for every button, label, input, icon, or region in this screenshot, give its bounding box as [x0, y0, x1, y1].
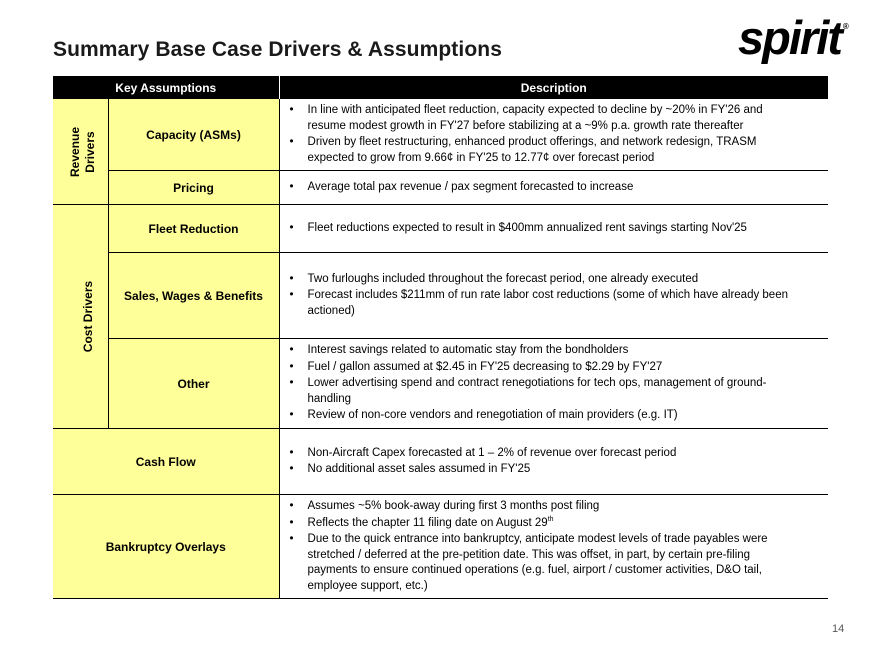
table-row-pricing	[53, 171, 828, 205]
bullet-item: • Non-Aircraft Capex forecasted at 1 – 2% of revenue over forecast period	[288, 446, 795, 462]
desc-pricing	[279, 171, 828, 205]
bullet-item: • In line with anticipated fleet reduction, capacity expected to decline by ~20% in FY'26 and resume modest growth in FY'27 before stabilizing at a ~9% p.a. growth rate thereafter	[288, 103, 795, 134]
page-title: Summary Base Case Drivers & Assumptions	[53, 38, 502, 61]
bullet-list	[288, 499, 795, 594]
logo-text: spirit	[738, 11, 841, 64]
table-row-bankruptcy	[53, 495, 828, 599]
bullet-item: • Fleet reductions expected to result in $400mm annualized rent savings starting Nov'25	[288, 221, 795, 237]
key-bankruptcy-overlays: Bankruptcy Overlays	[53, 495, 279, 599]
key-pricing: Pricing	[108, 171, 279, 205]
key-other: Other	[108, 339, 279, 429]
bullet-item: • Fuel / gallon assumed at $2.45 in FY'25 decreasing to $2.29 by FY'27	[288, 360, 795, 376]
bullet-item: • Review of non-core vendors and renegotiation of main providers (e.g. IT)	[288, 408, 795, 424]
desc-cash-flow	[279, 429, 828, 495]
bullet-item: • Forecast includes $211mm of run rate labor cost reductions (some of which have already been actioned)	[288, 288, 795, 319]
bullet-list	[288, 343, 795, 424]
table-row-cash-flow	[53, 429, 828, 495]
key-capacity: Capacity (ASMs)	[108, 99, 279, 171]
table-header-row	[53, 76, 828, 99]
spirit-logo	[738, 10, 845, 65]
key-cash-flow: Cash Flow	[53, 429, 279, 495]
header-description: Description	[279, 76, 828, 99]
bullet-item: • Interest savings related to automatic stay from the bondholders	[288, 343, 795, 359]
group-cost-drivers	[53, 205, 108, 429]
table-row-other	[53, 339, 828, 429]
registered-mark: ®	[842, 22, 847, 31]
bullet-item: • Average total pax revenue / pax segment forecasted to increase	[288, 180, 795, 196]
bullet-list	[288, 103, 795, 166]
header-key-assumptions: Key Assumptions	[53, 76, 279, 99]
group-label-cost: Cost Drivers	[81, 280, 96, 353]
bullet-item: • Due to the quick entrance into bankruptcy, anticipate modest levels of trade payables were stretched / deferred at the pre-petition date. This was offset, in part, by certain pre-filing payments to ensure continued operations (e.g. fuel, airport / customer activities, D&O tail, employee support, etc.)	[288, 532, 795, 594]
bullet-text: Reflects the chapter 11 filing date on August 29	[307, 516, 548, 529]
bullet-item	[288, 516, 795, 532]
desc-other	[279, 339, 828, 429]
table-row-fleet	[53, 205, 828, 253]
bullet-item: • Assumes ~5% book-away during first 3 months post filing	[288, 499, 795, 515]
table-row-wages	[53, 253, 828, 339]
desc-sales-wages-benefits	[279, 253, 828, 339]
bullet-item: • No additional asset sales assumed in FY'25	[288, 462, 795, 478]
bullet-list	[288, 180, 795, 196]
key-fleet-reduction: Fleet Reduction	[108, 205, 279, 253]
bullet-list	[288, 446, 795, 478]
ordinal-suffix: th	[547, 515, 554, 523]
desc-capacity	[279, 99, 828, 171]
bullet-list	[288, 221, 795, 237]
bullet-list	[288, 272, 795, 320]
desc-bankruptcy-overlays	[279, 495, 828, 599]
assumptions-table	[53, 76, 828, 599]
bullet-item: • Driven by fleet restructuring, enhanced product offerings, and network redesign, TRASM expected to grow from 9.66¢ in FY'25 to 12.77¢ over forecast period	[288, 135, 795, 166]
group-label-revenue: Revenue Drivers	[68, 126, 97, 177]
bullet-item: • Lower advertising spend and contract renegotiations for tech ops, management of ground-handling	[288, 376, 795, 407]
group-revenue-drivers	[53, 99, 108, 205]
bullet-item: • Two furloughs included throughout the forecast period, one already executed	[288, 272, 795, 288]
desc-fleet-reduction	[279, 205, 828, 253]
key-sales-wages-benefits: Sales, Wages & Benefits	[108, 253, 279, 339]
page-number: 14	[832, 623, 845, 635]
table-row-capacity	[53, 99, 828, 171]
